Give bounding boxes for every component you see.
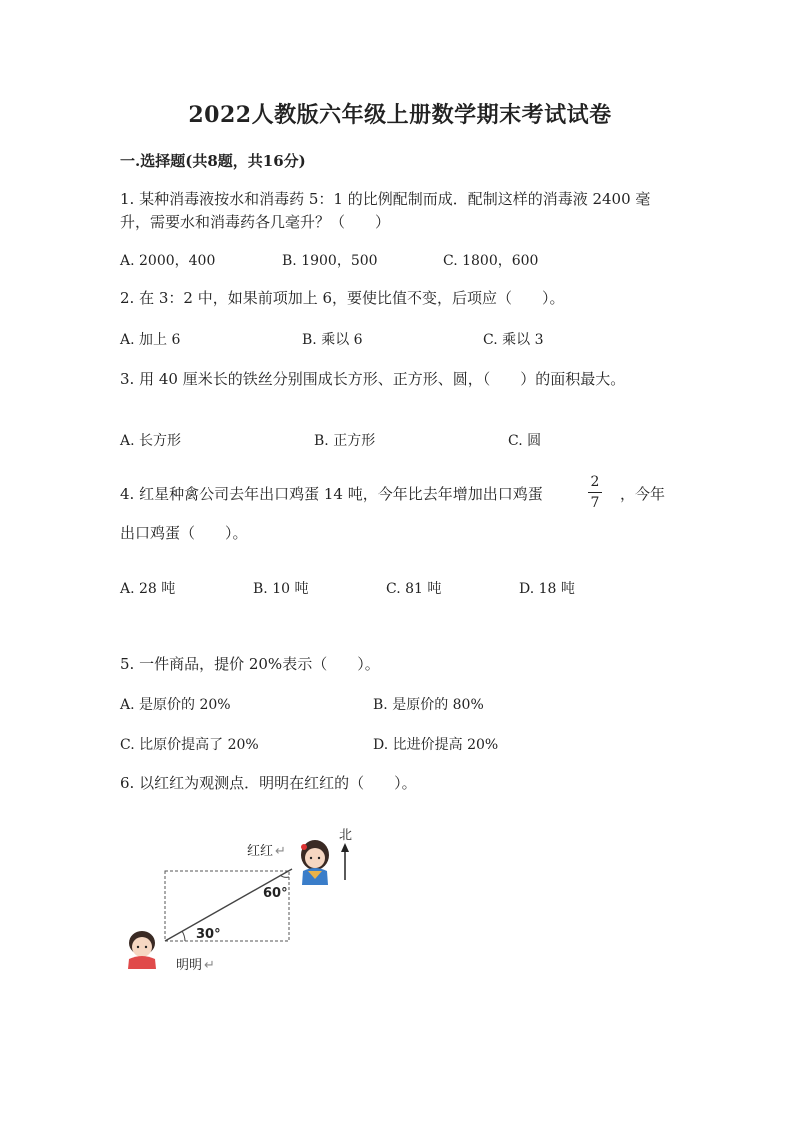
question-1-line-1: 1. 某种消毒液按水和消毒药 5：1 的比例配制而成．配制这样的消毒液 2400 毫 bbox=[120, 190, 651, 208]
question-4-fraction bbox=[588, 474, 602, 511]
question-4-line-2: 出口鸡蛋（ ）。 bbox=[120, 524, 248, 542]
question-5-option-d: D. 比进价提高 20% bbox=[373, 737, 499, 753]
question-6-line-1: 6. 以红红为观测点．明明在红红的（ ）。 bbox=[120, 774, 417, 792]
question-2-option-c: C. 乘以 3 bbox=[483, 332, 544, 348]
honghong-label: 红红 bbox=[247, 844, 274, 859]
question-3-option-b: B. 正方形 bbox=[314, 433, 376, 449]
sightline bbox=[165, 869, 292, 941]
page-title: 2022人教版六年级上册数学期末考试试卷 bbox=[188, 102, 612, 128]
question-5-option-a: A. 是原价的 20% bbox=[120, 697, 231, 713]
mingming-label: 明明 bbox=[176, 958, 203, 973]
question-3-option-a: A. 长方形 bbox=[120, 433, 182, 449]
question-1-option-c: C. 1800，600 bbox=[443, 253, 539, 269]
question-5-option-c: C. 比原价提高了 20% bbox=[120, 737, 259, 753]
question-3-line-1: 3. 用 40 厘米长的铁丝分别围成长方形、正方形、圆，（ ）的面积最大。 bbox=[120, 370, 626, 388]
honghong-return-mark: ↵ bbox=[275, 844, 286, 859]
direction-figure bbox=[120, 825, 400, 985]
fraction-denominator: 7 bbox=[590, 495, 600, 511]
question-4-line-1a: 4. 红星种禽公司去年出口鸡蛋 14 吨，今年比去年增加出口鸡蛋 bbox=[120, 485, 543, 503]
question-1-option-b: B. 1900，500 bbox=[282, 253, 378, 269]
north-label: 北 bbox=[339, 828, 353, 843]
question-1-option-a: A. 2000，400 bbox=[120, 253, 216, 269]
question-4-option-c: C. 81 吨 bbox=[386, 581, 442, 597]
mingming-figure bbox=[128, 931, 156, 969]
section-heading: 一.选择题(共8题，共16分) bbox=[120, 152, 306, 170]
angle-30-label: 30° bbox=[196, 927, 221, 942]
honghong-figure bbox=[301, 840, 329, 885]
question-5-option-b: B. 是原价的 80% bbox=[373, 697, 484, 713]
fraction-bar bbox=[588, 492, 602, 493]
question-5-line-1: 5. 一件商品，提价 20%表示（ ）。 bbox=[120, 655, 380, 673]
question-2-option-a: A. 加上 6 bbox=[120, 332, 181, 348]
question-3-option-c: C. 圆 bbox=[508, 433, 542, 449]
question-4-option-d: D. 18 吨 bbox=[519, 581, 575, 597]
mingming-return-mark: ↵ bbox=[204, 958, 215, 973]
question-4-option-b: B. 10 吨 bbox=[253, 581, 309, 597]
question-4-line-1b: ，今年 bbox=[620, 485, 666, 503]
angle-60-label: 60° bbox=[263, 886, 288, 901]
question-1-line-2: 升，需要水和消毒药各几毫升？（ ） bbox=[120, 213, 391, 231]
north-arrow-head bbox=[341, 843, 349, 852]
question-2-line-1: 2. 在 3：2 中，如果前项加上 6，要使比值不变，后项应（ ）。 bbox=[120, 289, 565, 307]
angle-arc-bottom bbox=[182, 931, 185, 941]
question-2-option-b: B. 乘以 6 bbox=[302, 332, 363, 348]
question-4-option-a: A. 28 吨 bbox=[120, 581, 176, 597]
fraction-numerator: 2 bbox=[590, 474, 600, 490]
